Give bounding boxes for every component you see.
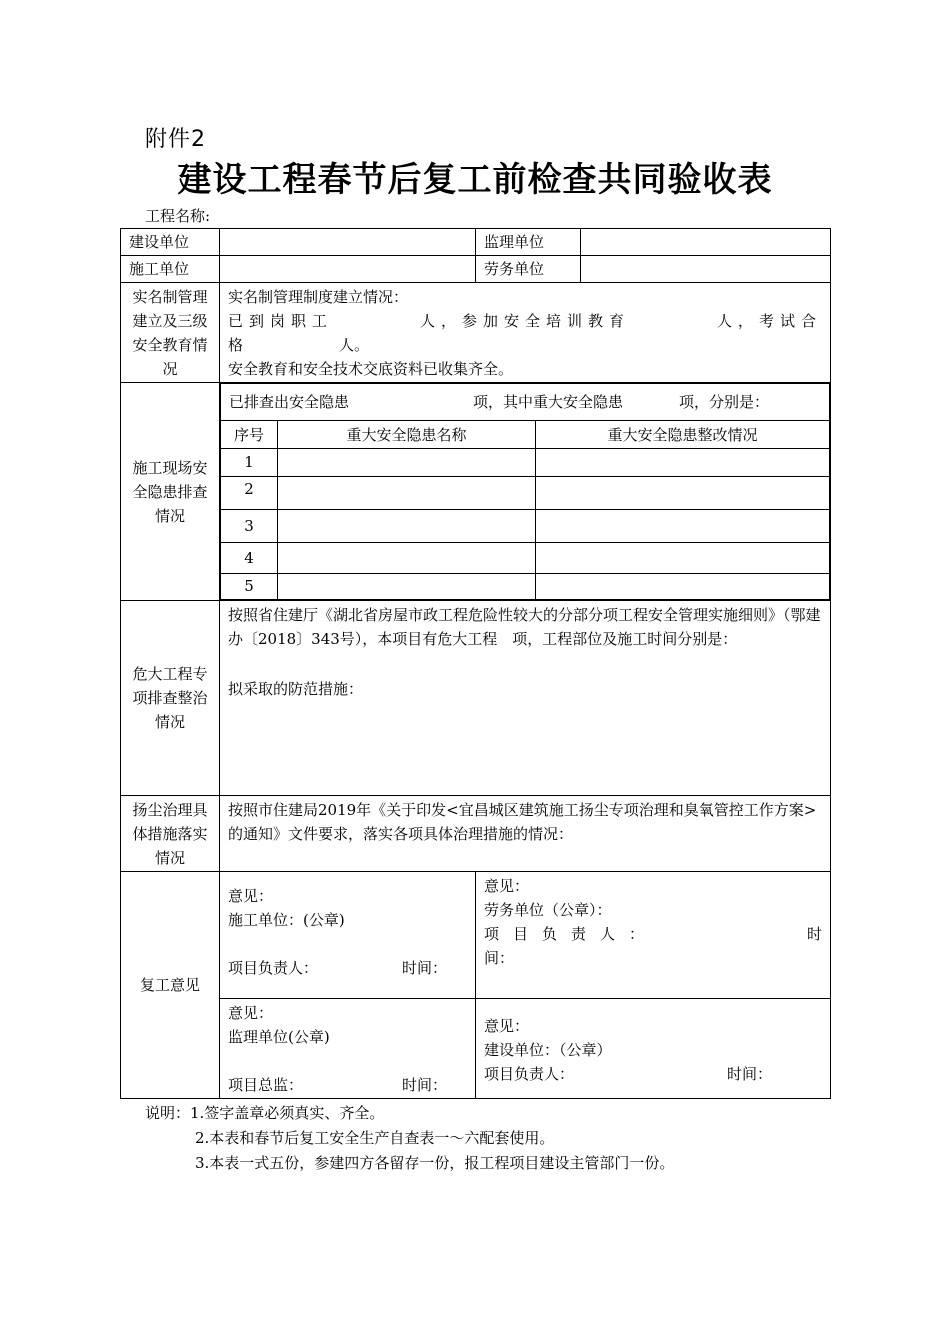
dust-content[interactable] (220, 796, 831, 872)
hazard-row (221, 573, 830, 599)
realname-line3-a: 格 (228, 335, 244, 354)
inspection-table (120, 228, 831, 1099)
person-label: 项目负责人： (484, 1064, 575, 1083)
construction-unit-label: 建设单位 (121, 229, 220, 256)
time-label: 时间： (726, 1064, 772, 1083)
hazard-fix-cell[interactable] (536, 476, 830, 509)
time-label-second: 间： (484, 949, 515, 968)
table-row (121, 256, 831, 283)
table-row (121, 600, 831, 795)
table-row (121, 872, 831, 998)
hazard-row-number: 3 (221, 509, 278, 542)
labor-unit-label: 劳务单位 (476, 256, 581, 283)
hazard-row-number: 5 (221, 573, 278, 599)
notes (145, 1101, 674, 1176)
opinion-label: 意见： (228, 1003, 274, 1022)
time-label: 时间： (401, 1075, 447, 1094)
hazard-row-number: 1 (221, 449, 278, 476)
document-title: 建设工程春节后复工前检查共同验收表 (177, 160, 773, 200)
hazard-row-number: 4 (221, 542, 278, 573)
unit-seal-label: 劳务单位（公章）： (484, 901, 612, 920)
person-label: 项目总监： (228, 1075, 304, 1094)
hazard-label: 施工现场安全隐患排查情况 (121, 383, 220, 601)
dangerous-label: 危大工程专项排查整治情况 (121, 600, 220, 795)
hazard-summary[interactable] (221, 384, 830, 421)
hazard-row (221, 476, 830, 509)
hazard-fix-cell[interactable] (536, 449, 830, 476)
dust-label: 扬尘治理具体措施落实情况 (121, 796, 220, 872)
note-3: 3.本表一式五份，参建四方各留存一份，报工程项目建设主管部门一份。 (195, 1154, 675, 1172)
table-row (121, 383, 831, 601)
hazard-name-cell[interactable] (278, 573, 536, 599)
person-label: 项目负责人： (228, 959, 319, 978)
hazard-summary-b: 项，其中重大安全隐患 (473, 393, 624, 412)
opinion-label: 意见： (484, 1016, 530, 1035)
resume-construction-cell[interactable] (476, 998, 831, 1098)
opinion-label: 意见： (228, 887, 274, 906)
hazard-name-cell[interactable] (278, 476, 536, 509)
resume-label: 复工意见 (121, 872, 220, 1099)
realname-line2-c: 人，考试合 (716, 311, 822, 330)
col-header-name: 重大安全隐患名称 (278, 421, 536, 449)
unit-seal-label: 施工单位：(公章) (228, 911, 345, 930)
builder-unit-label: 施工单位 (121, 256, 220, 283)
realname-line3-b: 人。 (339, 335, 370, 354)
col-header-fix: 重大安全隐患整改情况 (536, 421, 830, 449)
col-header-no: 序号 (221, 421, 278, 449)
hazard-content (220, 383, 831, 601)
project-name-label: 工程名称: (145, 207, 211, 225)
supervision-unit-label: 监理单位 (476, 229, 581, 256)
hazard-summary-a: 已排查出安全隐患 (229, 393, 350, 412)
person-label: 项目负责人： (484, 925, 659, 944)
time-label-first: 时 (806, 925, 822, 944)
labor-unit-field[interactable] (581, 256, 831, 283)
table-row (121, 283, 831, 383)
realname-line2-a: 已到岗职工 (228, 311, 334, 330)
note-2: 2.本表和春节后复工安全生产自查表一～六配套使用。 (195, 1129, 555, 1147)
hazard-name-cell[interactable] (278, 509, 536, 542)
table-row (121, 998, 831, 1098)
realname-content[interactable] (220, 283, 831, 383)
hazard-subtable (220, 383, 830, 600)
hazard-row (221, 542, 830, 573)
unit-seal-label: 建设单位：（公章） (484, 1040, 612, 1059)
builder-unit-field[interactable] (220, 256, 476, 283)
construction-unit-field[interactable] (220, 229, 476, 256)
table-row (121, 229, 831, 256)
dangerous-text2: 拟采取的防范措施： (228, 679, 364, 698)
table-row (121, 796, 831, 872)
resume-supervision-cell[interactable] (220, 998, 476, 1098)
opinion-label: 意见： (484, 877, 530, 896)
realname-line1: 实名制管理制度建立情况： (228, 287, 409, 306)
dangerous-content[interactable] (220, 600, 831, 795)
hazard-summary-c: 项，分别是： (679, 393, 770, 412)
note-1: 说明：1.签字盖章必须真实、齐全。 (145, 1104, 385, 1122)
hazard-row (221, 509, 830, 542)
time-label: 时间： (401, 959, 447, 978)
dust-text: 按照市住建局2019年《关于印发<宜昌城区建筑施工扬尘专项治理和臭氧管控工作方案>的通知》文件要求，落实各项具体治理措施的情况： (228, 801, 817, 844)
unit-seal-label: 监理单位(公章) (228, 1027, 330, 1046)
hazard-name-cell[interactable] (278, 449, 536, 476)
hazard-fix-cell[interactable] (536, 509, 830, 542)
hazard-row-number: 2 (221, 476, 278, 509)
supervision-unit-field[interactable] (581, 229, 831, 256)
hazard-fix-cell[interactable] (536, 573, 830, 599)
hazard-fix-cell[interactable] (536, 542, 830, 573)
hazard-name-cell[interactable] (278, 542, 536, 573)
attachment-label: 附件2 (145, 127, 206, 152)
realname-line2-b: 人，参加安全培训教育 (419, 311, 630, 330)
realname-label: 实名制管理建立及三级安全教育情况 (121, 283, 220, 383)
dangerous-text1: 按照省住建厅《湖北省房屋市政工程危险性较大的分部分项工程安全管理实施细则》（鄂建办〔2018〕343号），本项目有危大工程 项，工程部位及施工时间分别是： (228, 605, 821, 648)
hazard-row (221, 449, 830, 476)
resume-builder-cell[interactable] (220, 872, 476, 998)
resume-labor-cell[interactable] (476, 872, 831, 998)
realname-line4: 安全教育和安全技术交底资料已收集齐全。 (228, 359, 514, 378)
